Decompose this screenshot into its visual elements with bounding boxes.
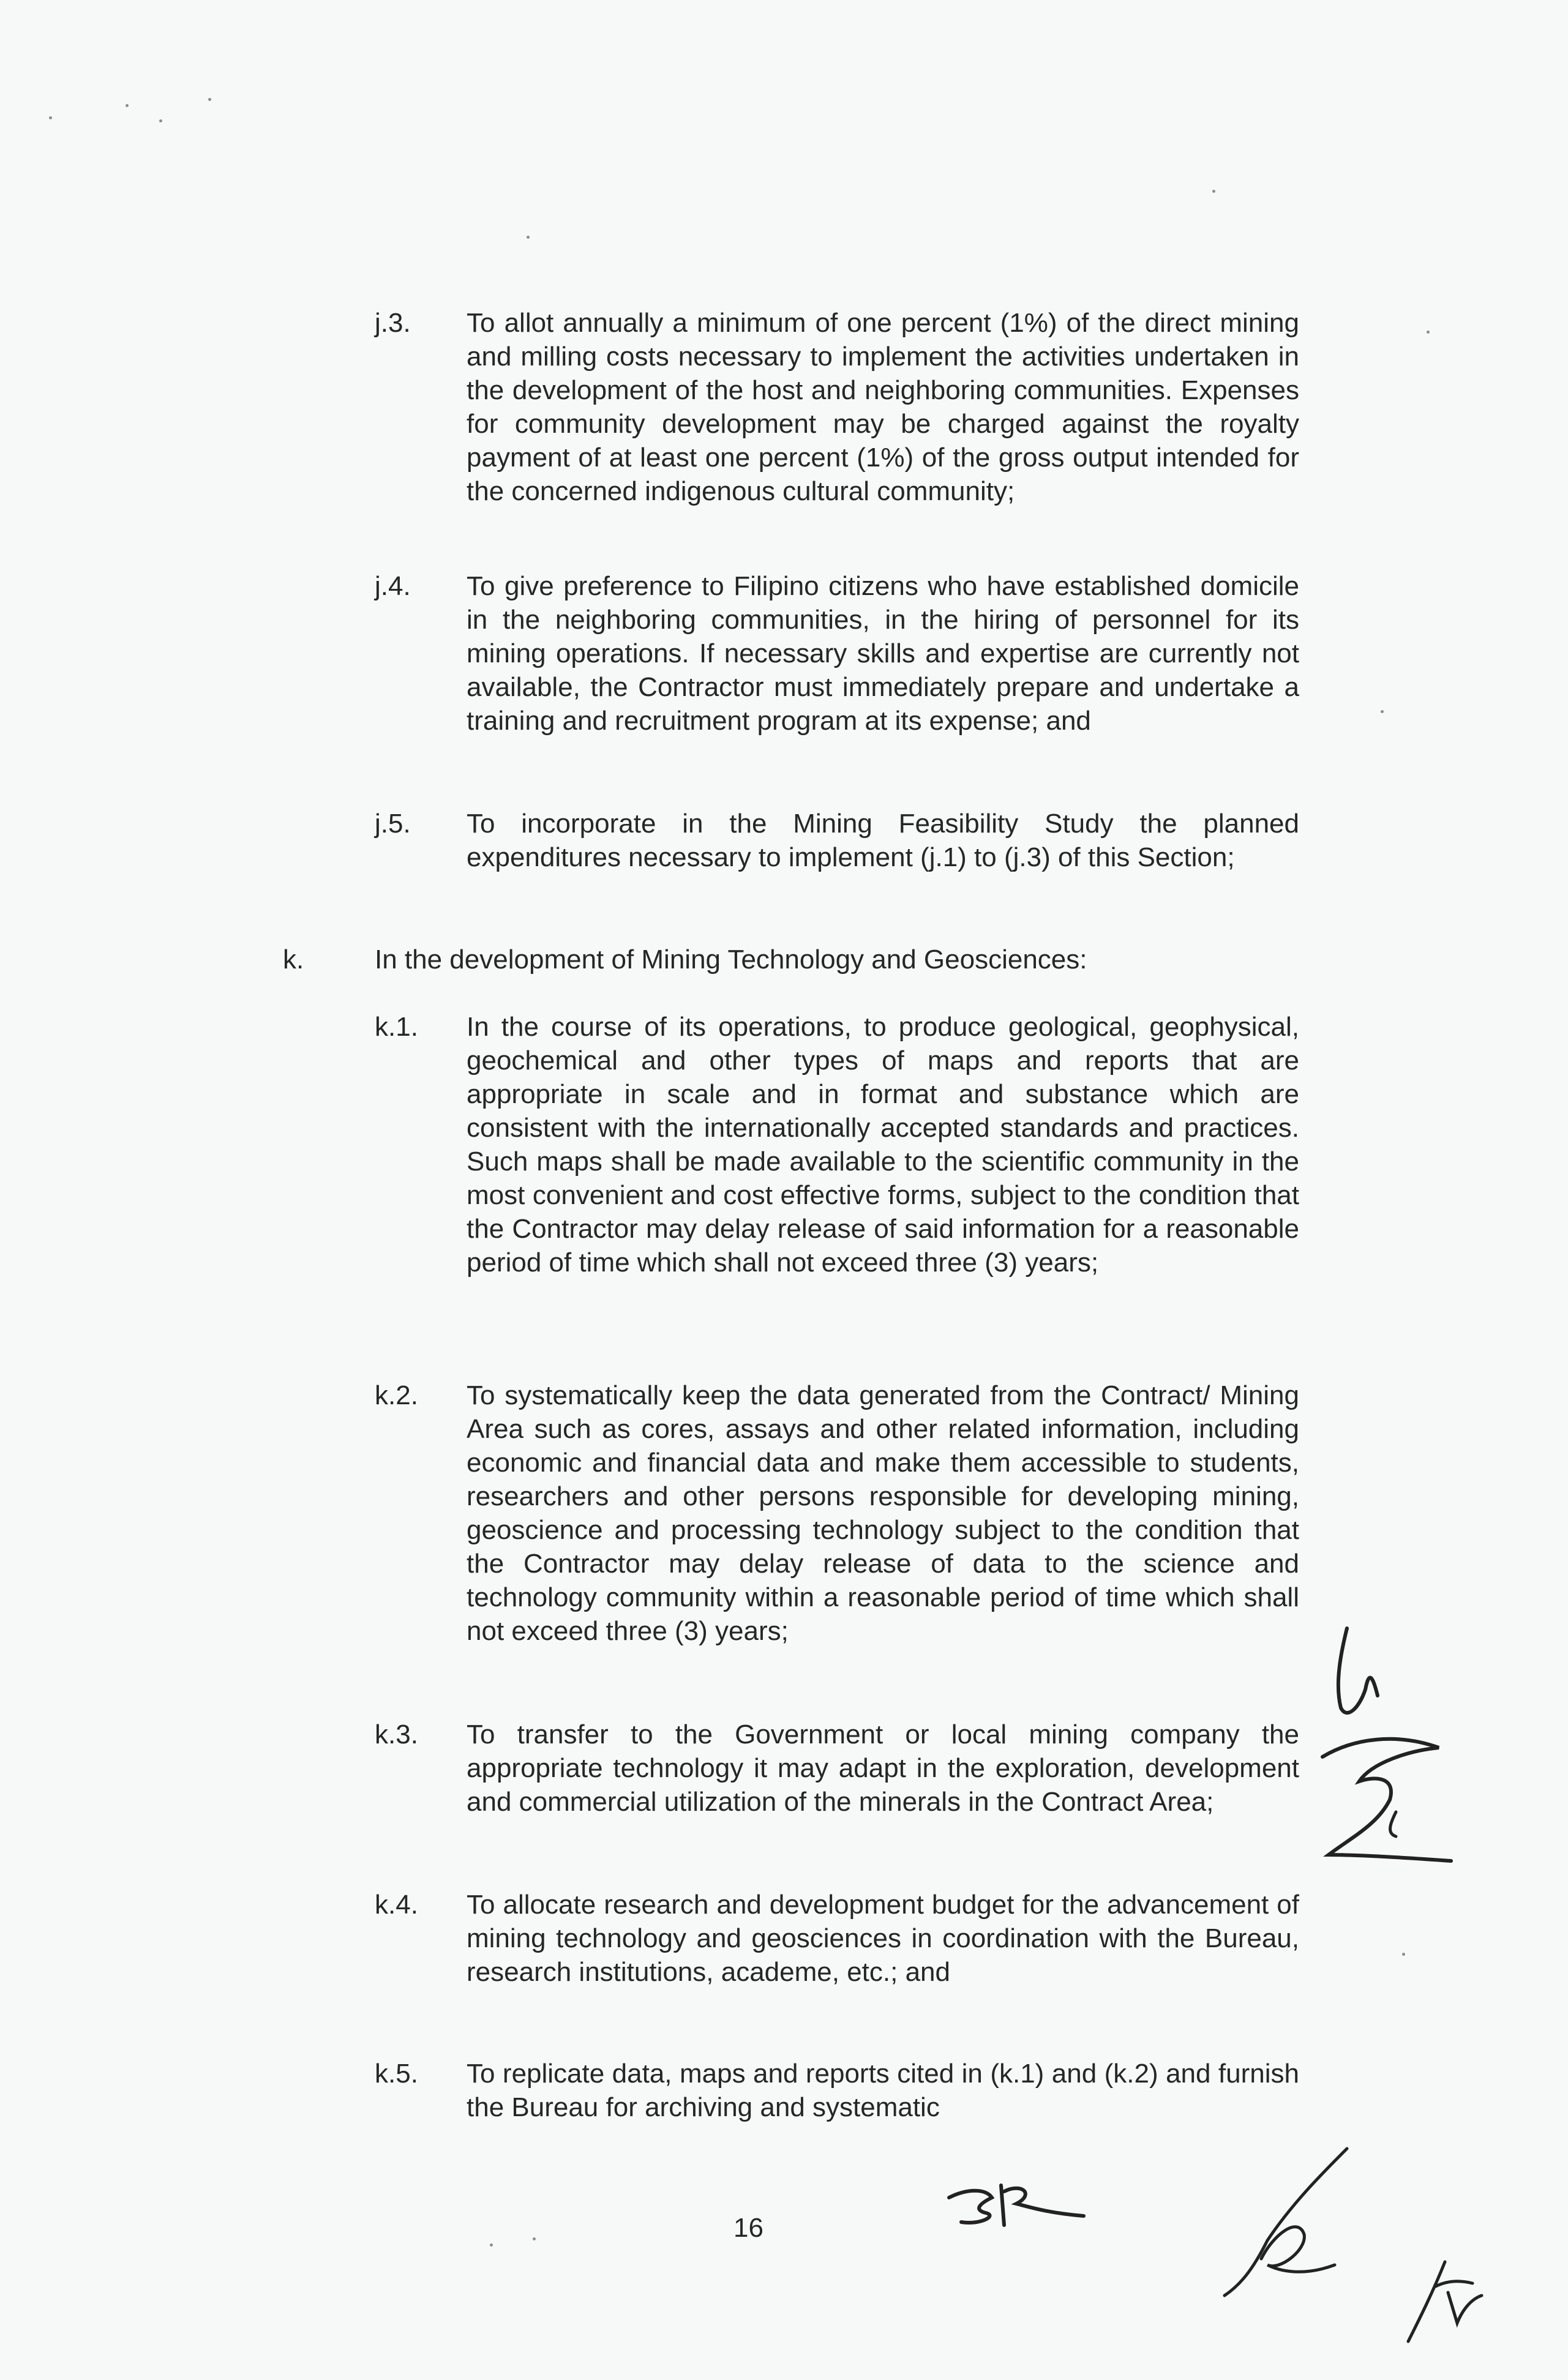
scan-speck	[126, 104, 129, 107]
scan-speck	[1427, 331, 1430, 334]
item-label: j.4.	[375, 571, 411, 601]
item-text: To allot annually a minimum of one percent (1%) of the direct mining and milling costs necessary to implement the activities undertaken in the development of the host and neighboring communities. Expenses for community development may be charged against the royalty payment of at least one percent (1%) of the gross output intended for the concerned indigenous cultural community;	[467, 308, 1299, 506]
item-text: In the course of its operations, to produce geological, geophysical, geochemical and other types of maps and reports that are appropriate in scale and in format and substance which are consistent with the internationally accepted standards and practices. Such maps shall be made available to the scientific community in the most convenient and cost effective forms, subject to the condition that the Contractor may delay release of said information for a reasonable period of time which shall not exceed three (3) years;	[467, 1012, 1299, 1278]
item-label: k.3.	[375, 1720, 418, 1749]
item-text: To allocate research and development budget for the advancement of mining technology and geosciences in coordination with the Bureau, research institutions, academe, etc.; and	[467, 1890, 1299, 1987]
item-text: To systematically keep the data generated from the Contract/ Mining Area such as cores, assays and other related information, including economic and financial data and make them accessible to students, researchers and other persons responsible for developing mining, geoscience and processing technology subject to the condition that the Contractor may delay release of data to the science and technology community within a reasonable period of time which shall not exceed three (3) years;	[467, 1380, 1299, 1646]
item-label: k.1.	[375, 1012, 418, 1042]
scan-speck	[1212, 190, 1215, 193]
item-label: k.2.	[375, 1380, 418, 1410]
item-label: k.5.	[375, 2059, 418, 2089]
item-label: k.4.	[375, 1890, 418, 1920]
item-label: j.5.	[375, 809, 411, 839]
scan-speck	[159, 119, 162, 122]
signature-initials-bottom-2	[1218, 2142, 1359, 2302]
section-label: k.	[283, 945, 304, 975]
item-text: To give preference to Filipino citizens who have established domicile in the neighboring communities, in the hiring of personnel for its mining operations. If necessary skills and expertise are currently not available, the Contractor must immediately prepare and undertake a training and recruitment program at its expense; and	[467, 571, 1299, 736]
item-label: j.3.	[375, 308, 411, 338]
scan-speck	[1402, 1953, 1405, 1956]
signature-initials-bottom-3	[1402, 2250, 1488, 2348]
scan-speck	[208, 98, 211, 101]
scan-speck	[527, 236, 530, 239]
page-number: 16	[733, 2213, 763, 2243]
signature-initials-right	[1304, 1616, 1463, 1873]
signature-initials-bottom-1	[943, 2167, 1090, 2234]
item-text: To transfer to the Government or local mining company the appropriate technology it may adapt in the exploration, development and commercial utilization of the minerals in the Contract Area;	[467, 1720, 1299, 1817]
scan-speck	[533, 2237, 536, 2240]
scan-speck	[1381, 710, 1384, 713]
item-text: To incorporate in the Mining Feasibility Study the planned expenditures necessary to implement (j.1) to (j.3) of this Section;	[467, 809, 1299, 872]
item-text: To replicate data, maps and reports cited in (k.1) and (k.2) and furnish the Bureau for archiving and systematic	[467, 2059, 1299, 2122]
scan-speck	[49, 116, 52, 119]
scan-speck	[490, 2243, 493, 2247]
section-heading: In the development of Mining Technology and Geosciences:	[375, 945, 1087, 975]
